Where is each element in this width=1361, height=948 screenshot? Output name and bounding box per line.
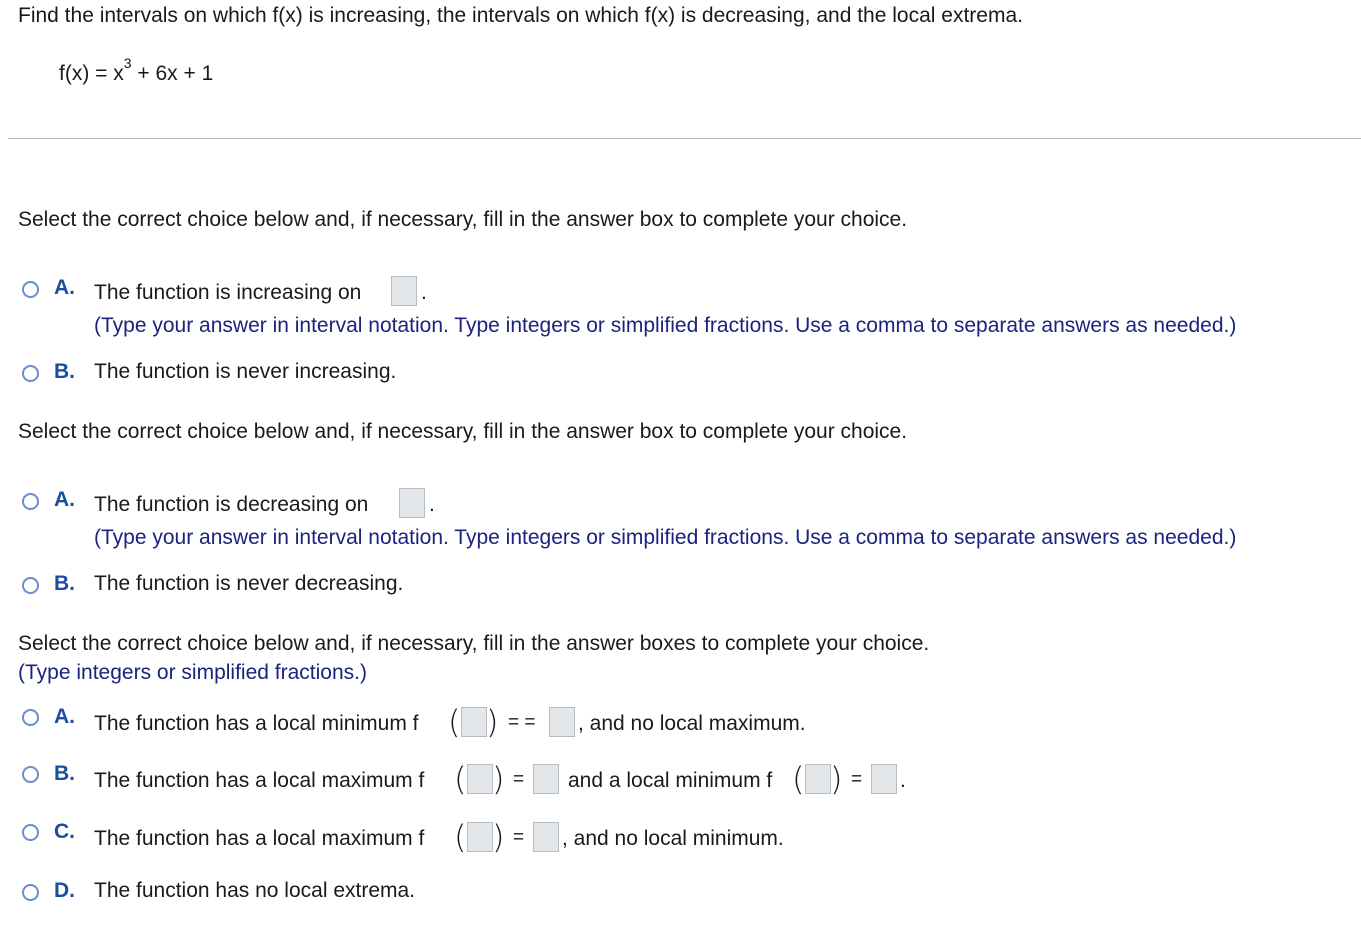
function-rest: + 6x + 1	[131, 62, 214, 85]
divider	[8, 138, 1361, 139]
part3-b-max-value-box[interactable]	[533, 764, 559, 794]
part3-choice-b-text: The function has a local maximum f	[94, 769, 425, 792]
question-prompt: Find the intervals on which f(x) is increasing, the intervals on which f(x) is decreasing, and the local extrema.	[18, 4, 1023, 27]
part1-choice-a-text: The function is increasing on	[94, 281, 362, 304]
part2-choice-b-letter[interactable]: B.	[54, 572, 75, 595]
part2-choice-a-letter[interactable]: A.	[54, 488, 75, 511]
part3-choice-a-eq: = =	[508, 712, 536, 733]
part1-choice-b-letter[interactable]: B.	[54, 360, 75, 383]
part3-choice-b-mid: and a local minimum f	[568, 769, 773, 792]
part3-a-min-x-box[interactable]	[461, 707, 487, 737]
part3-instruction: Select the correct choice below and, if necessary, fill in the answer boxes to complete your choice.	[18, 632, 930, 655]
part1-choice-b-radio[interactable]	[22, 365, 39, 382]
function-base: f(x) = x	[59, 62, 124, 85]
part3-choice-b-radio[interactable]	[22, 766, 39, 783]
close-paren: )	[486, 703, 499, 741]
part3-b-min-value-box[interactable]	[871, 764, 897, 794]
part3-choice-c-eq: =	[513, 827, 525, 848]
part3-b-min-x-box[interactable]	[805, 764, 831, 794]
part3-choice-d-letter[interactable]: D.	[54, 879, 75, 902]
part2-instruction: Select the correct choice below and, if necessary, fill in the answer box to complete your choice.	[18, 420, 908, 443]
part1-instruction: Select the correct choice below and, if necessary, fill in the answer box to complete your choice.	[18, 208, 908, 231]
part3-a-min-value-box[interactable]	[549, 707, 575, 737]
part3-c-max-value-box[interactable]	[533, 822, 559, 852]
part3-choice-a-tail: , and no local maximum.	[578, 712, 806, 735]
part3-choice-b-period: .	[900, 769, 906, 792]
open-paren: (	[454, 818, 467, 856]
part1-increasing-answer-box[interactable]	[391, 276, 417, 306]
part3-choice-c-radio[interactable]	[22, 824, 39, 841]
open-paren: (	[454, 760, 467, 798]
part3-choice-b-eq2: =	[851, 769, 863, 790]
part3-hint: (Type integers or simplified fractions.)	[18, 661, 367, 684]
close-paren: )	[492, 818, 505, 856]
part2-choice-a-period: .	[429, 493, 435, 516]
part3-choice-c-tail: , and no local minimum.	[562, 827, 784, 850]
close-paren: )	[492, 760, 505, 798]
part3-choice-c-text: The function has a local maximum f	[94, 827, 425, 850]
part3-choice-b-eq1: =	[513, 769, 525, 790]
part2-choice-b-text: The function is never decreasing.	[94, 572, 404, 595]
part3-choice-d-text: The function has no local extrema.	[94, 879, 416, 902]
part2-choice-a-radio[interactable]	[22, 493, 39, 510]
part1-choice-a-radio[interactable]	[22, 281, 39, 298]
part3-c-max-x-box[interactable]	[467, 822, 493, 852]
function-exponent: 3	[123, 55, 132, 71]
part3-choice-a-radio[interactable]	[22, 709, 39, 726]
part3-choice-a-text: The function has a local minimum f	[94, 712, 419, 735]
open-paren: (	[448, 703, 461, 741]
part1-choice-a-period: .	[421, 281, 427, 304]
part3-choice-a-letter[interactable]: A.	[54, 705, 75, 728]
part2-decreasing-answer-box[interactable]	[399, 488, 425, 518]
open-paren: (	[792, 760, 805, 798]
part3-choice-c-letter[interactable]: C.	[54, 820, 75, 843]
part1-choice-b-text: The function is never increasing.	[94, 360, 397, 383]
part2-choice-a-text: The function is decreasing on	[94, 493, 369, 516]
function-expression	[59, 55, 214, 86]
part2-choice-a-hint: (Type your answer in interval notation. Type integers or simplified fractions. Use a comma to separate answers as needed.)	[94, 526, 1237, 549]
part3-b-max-x-box[interactable]	[467, 764, 493, 794]
part1-choice-a-letter[interactable]: A.	[54, 276, 75, 299]
part1-choice-a-hint: (Type your answer in interval notation. Type integers or simplified fractions. Use a comma to separate answers as needed.)	[94, 314, 1237, 337]
part2-choice-b-radio[interactable]	[22, 577, 39, 594]
close-paren: )	[830, 760, 843, 798]
part3-choice-b-letter[interactable]: B.	[54, 762, 75, 785]
part3-choice-d-radio[interactable]	[22, 884, 39, 901]
